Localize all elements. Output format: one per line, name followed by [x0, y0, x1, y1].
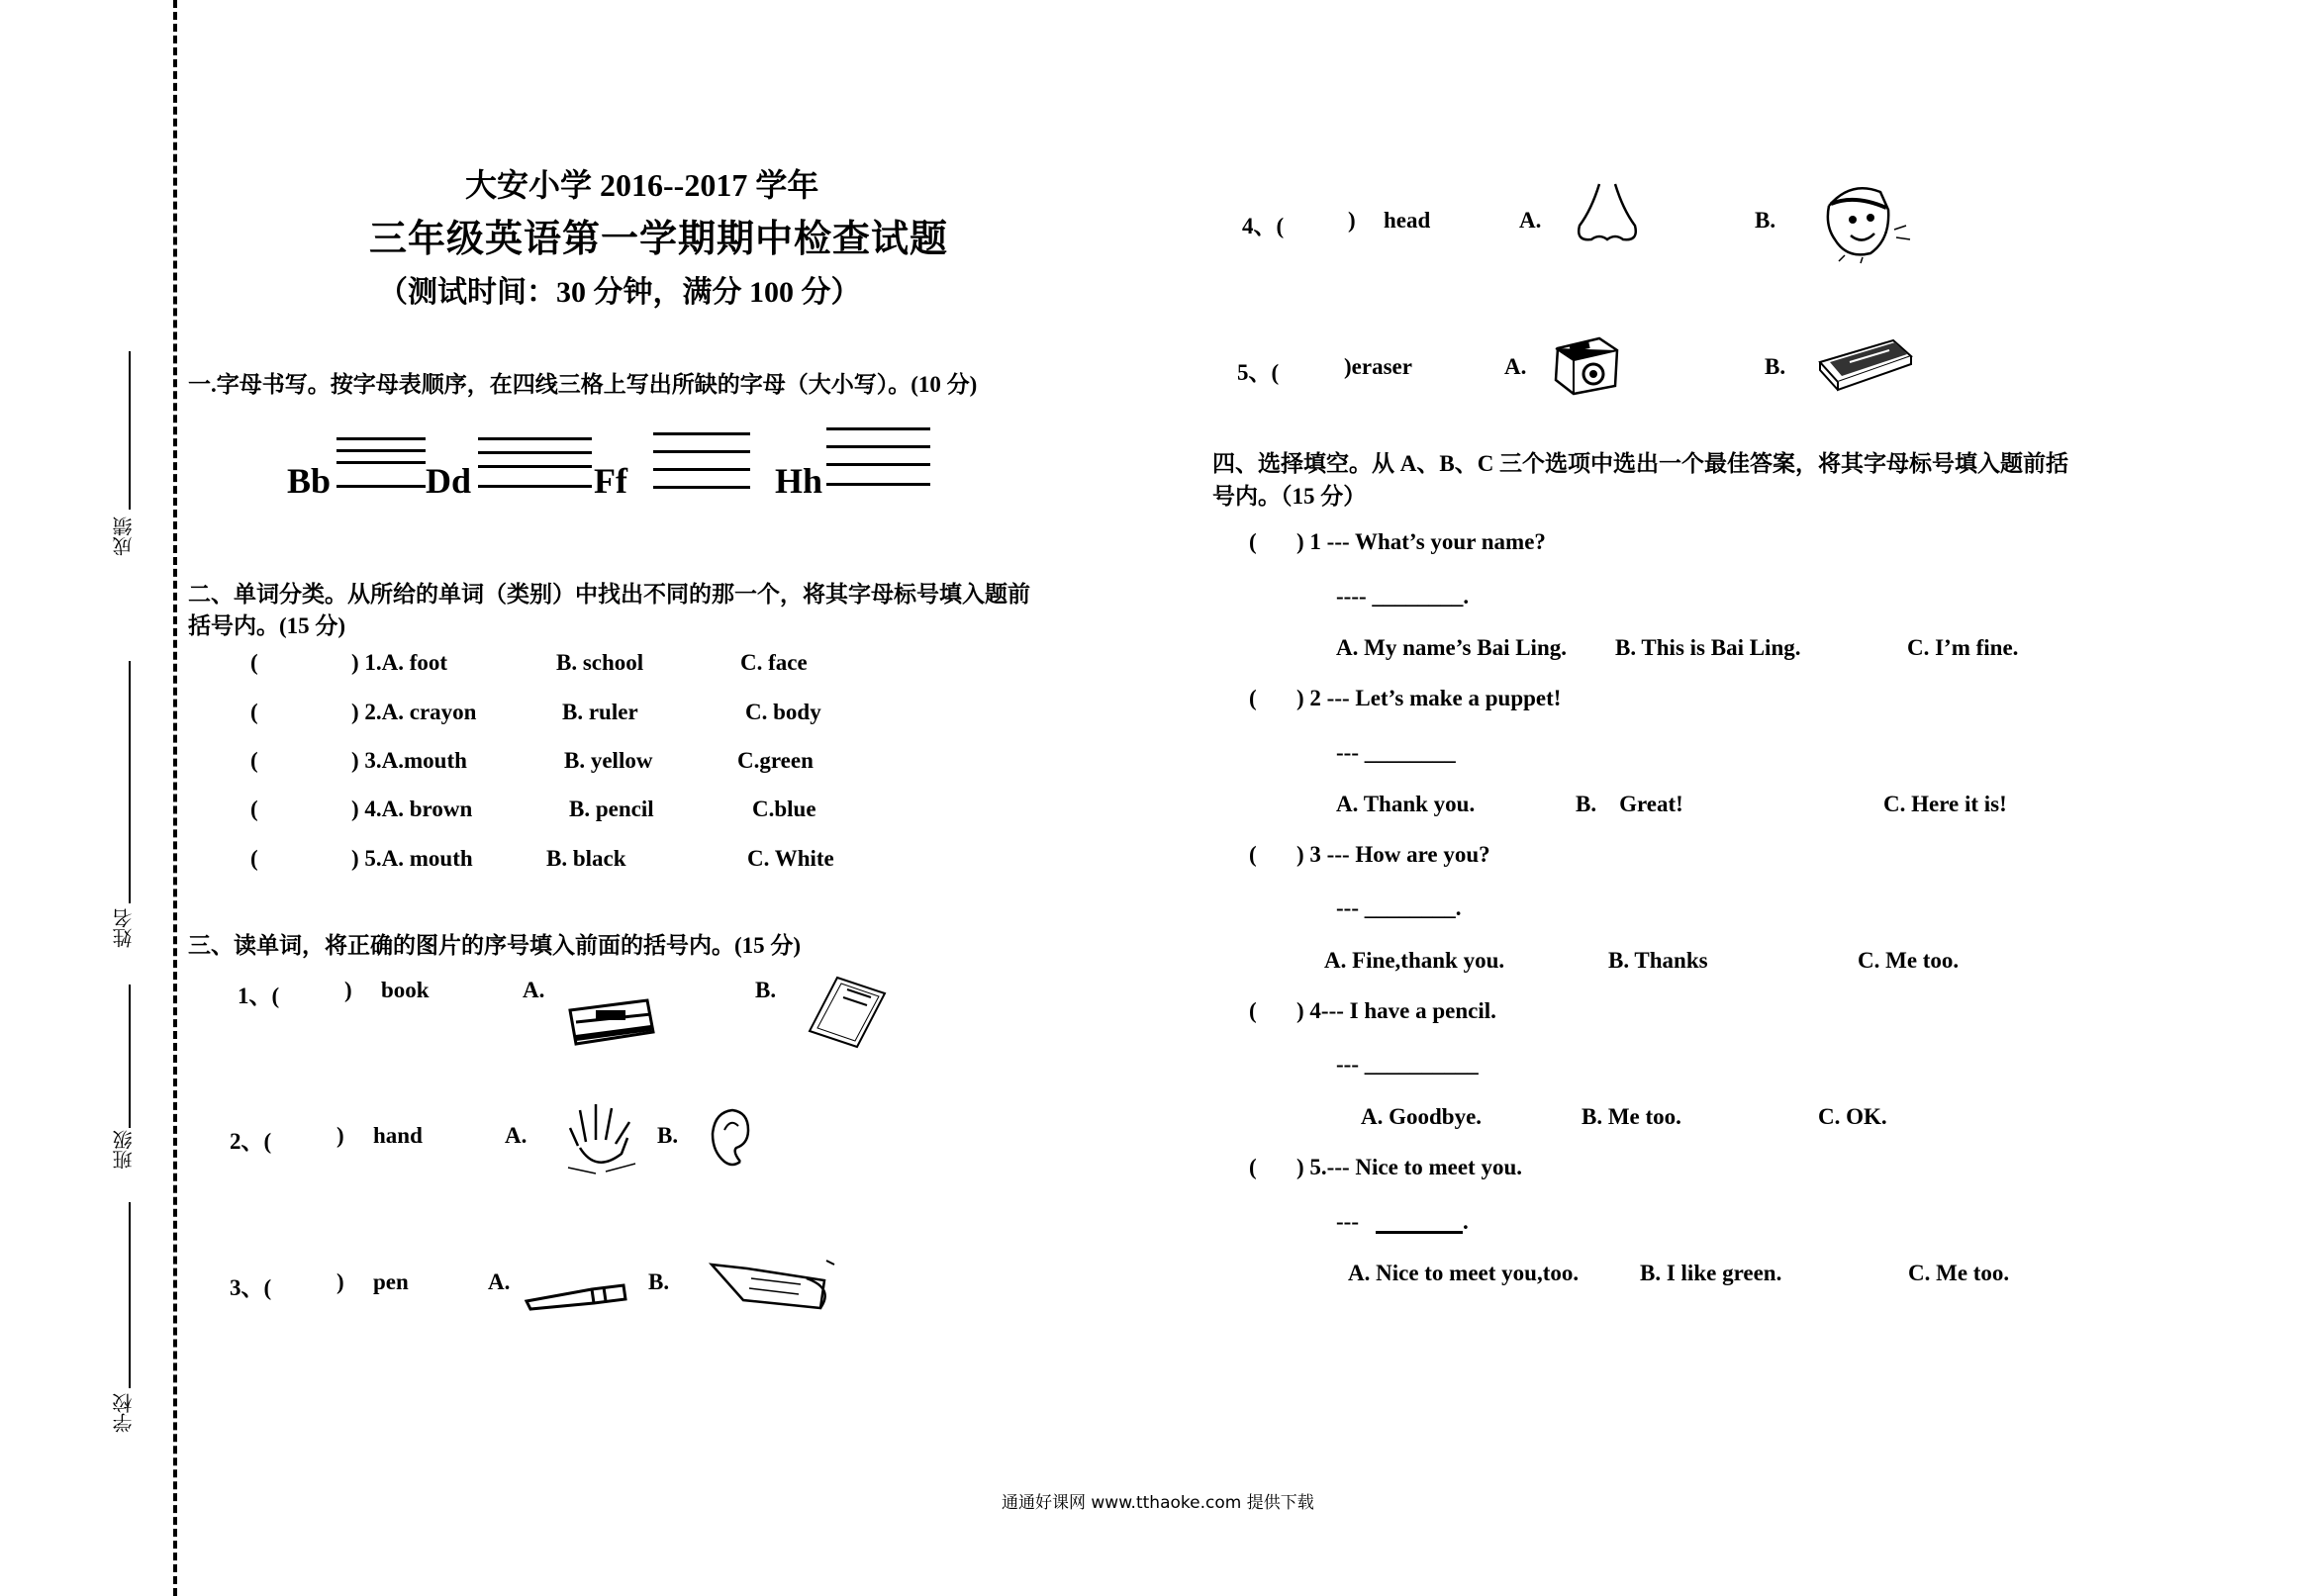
option-a: A. My name’s Bai Ling.: [1336, 635, 1567, 660]
section2-heading-line1: 二、单词分类。从所给的单词（类别）中找出不同的那一个，将其字母标号填入题前: [188, 582, 1030, 607]
item-number[interactable]: 4、(: [1242, 214, 1285, 238]
option-c: C. Here it is!: [1883, 792, 2007, 816]
binding-dash-line: [173, 0, 177, 1596]
boy-head-icon[interactable]: [1811, 180, 1920, 267]
option-b: B. pencil: [569, 797, 654, 821]
option-c: C. Me too.: [1858, 948, 1960, 973]
option-b: B. Thanks: [1608, 948, 1708, 973]
option-b-label: B.: [1755, 208, 1776, 233]
item-word: head: [1384, 208, 1431, 233]
answer-paren[interactable]: (: [1249, 686, 1257, 710]
option-b-label: B.: [657, 1123, 679, 1148]
item-number[interactable]: 2、(: [230, 1129, 272, 1154]
option-a: A. Thank you.: [1336, 792, 1476, 816]
school-underline: [129, 1202, 131, 1388]
letter-hh: Hh: [775, 461, 823, 501]
option-a-label: A.: [488, 1269, 511, 1294]
option-a-label: A.: [1519, 208, 1542, 233]
item-close-paren: )eraser: [1344, 354, 1412, 379]
answer-paren[interactable]: (: [1249, 529, 1257, 554]
four-line-grid-2: [478, 437, 592, 492]
item-close-paren: ): [336, 1269, 344, 1294]
letter-ff: Ff: [594, 461, 627, 501]
section1-heading: 一.字母书写。按字母表顺序，在四线三格上写出所缺的字母（大小写）。(10 分): [188, 372, 978, 397]
option-a: A. Goodbye.: [1361, 1104, 1483, 1129]
item-number[interactable]: 3、(: [230, 1275, 272, 1300]
item-word: hand: [373, 1123, 423, 1148]
school-year-title: 大安小学 2016--2017 学年: [465, 167, 819, 203]
answer-paren[interactable]: (: [250, 846, 258, 871]
letter-bb: Bb: [287, 461, 332, 501]
answer-blank[interactable]: --- ________.: [1336, 895, 1462, 920]
pen-icon[interactable]: [523, 1271, 631, 1315]
option-b: B. Great!: [1576, 792, 1683, 816]
class-underline: [129, 985, 131, 1128]
exam-subtitle: （测试时间：30 分钟，满分 100 分）: [378, 276, 861, 309]
answer-paren[interactable]: (: [1249, 842, 1257, 867]
question-text: ) 2 --- Let’s make a puppet!: [1296, 686, 1562, 710]
letter-dd: Dd: [426, 461, 472, 501]
question-text: ) 5.--- Nice to meet you.: [1296, 1155, 1522, 1179]
option-a-label: A.: [523, 978, 545, 1002]
score-label: 成绩: [112, 516, 136, 556]
option-c: C. White: [747, 846, 834, 871]
eraser-icon[interactable]: [1816, 336, 1915, 392]
item-close-paren: ): [344, 978, 352, 1002]
nose-icon[interactable]: [1574, 180, 1643, 247]
briefcase-icon[interactable]: [566, 992, 657, 1050]
option-a: A. Nice to meet you,too.: [1348, 1261, 1580, 1285]
section2-heading-line2: 括号内。(15 分): [188, 613, 346, 638]
option-b-label: B.: [648, 1269, 670, 1294]
answer-paren[interactable]: (: [250, 700, 258, 724]
section4-heading-line1: 四、选择填空。从 A、B、C 三个选项中选出一个最佳答案，将其字母标号填入题前括: [1212, 451, 2069, 476]
answer-blank[interactable]: --- __________: [1336, 1052, 1479, 1077]
option-c: C. I’m fine.: [1907, 635, 2019, 660]
answer-paren[interactable]: (: [250, 797, 258, 821]
answer-blank[interactable]: --- ________: [1336, 740, 1456, 765]
item-close-paren: ): [336, 1123, 344, 1148]
hand-icon[interactable]: [566, 1098, 645, 1177]
blank-period: .: [1463, 1209, 1469, 1234]
answer-paren[interactable]: (: [250, 650, 258, 675]
option-a-label: A.: [505, 1123, 527, 1148]
question-text: ) 1 --- What’s your name?: [1296, 529, 1546, 554]
option-b: B. school: [556, 650, 644, 675]
option-c: C. face: [740, 650, 808, 675]
option-b-label: B.: [1765, 354, 1786, 379]
question-option-a: ) 5.A. mouth: [351, 846, 473, 871]
sharpener-icon[interactable]: [1552, 332, 1623, 398]
footer-text: 通通好课网 www.tthaoke.com 提供下载: [1002, 1493, 1314, 1513]
exam-title: 三年级英语第一学期期中检查试题: [369, 219, 949, 260]
question-option-a: ) 1.A. foot: [351, 650, 448, 675]
question-option-a: ) 2.A. crayon: [351, 700, 477, 724]
item-number[interactable]: 1、(: [238, 984, 280, 1008]
option-b: B. yellow: [564, 748, 653, 773]
answer-blank[interactable]: [1376, 1231, 1463, 1234]
four-line-grid-3: [653, 432, 750, 492]
option-c: C.blue: [752, 797, 816, 821]
item-close-paren: ): [1348, 208, 1356, 233]
school-label: 学校: [112, 1393, 136, 1433]
option-a-label: A.: [1504, 354, 1527, 379]
option-b: B. This is Bai Ling.: [1615, 635, 1801, 660]
name-label: 姓名: [112, 908, 136, 948]
four-line-grid-1: [336, 437, 426, 492]
answer-dashes: ---: [1336, 1209, 1359, 1234]
crayon-icon[interactable]: [708, 1257, 836, 1318]
score-underline: [129, 351, 131, 510]
option-a: A. Fine,thank you.: [1324, 948, 1505, 973]
name-underline: [129, 661, 131, 903]
four-line-grid-4: [826, 427, 930, 489]
item-word: book: [381, 978, 430, 1002]
question-option-a: ) 4.A. brown: [351, 797, 473, 821]
answer-paren[interactable]: (: [1249, 998, 1257, 1023]
class-label: 班级: [112, 1130, 136, 1170]
option-c: C. body: [745, 700, 821, 724]
question-text: ) 4--- I have a pencil.: [1296, 998, 1496, 1023]
item-word: pen: [373, 1269, 409, 1294]
answer-blank[interactable]: ---- ________.: [1336, 584, 1470, 609]
option-b: B. ruler: [562, 700, 638, 724]
section3-heading: 三、读单词，将正确的图片的序号填入前面的括号内。(15 分): [188, 933, 802, 958]
answer-paren[interactable]: (: [1249, 1155, 1257, 1179]
option-c: C. Me too.: [1908, 1261, 2010, 1285]
ear-icon[interactable]: [703, 1104, 754, 1170]
book-icon[interactable]: [808, 974, 887, 1051]
option-b: B. Me too.: [1582, 1104, 1681, 1129]
option-b: B. I like green.: [1640, 1261, 1782, 1285]
item-number[interactable]: 5、(: [1237, 360, 1280, 385]
question-option-a: ) 3.A.mouth: [351, 748, 467, 773]
section4-heading-line2: 号内。（15 分）: [1212, 484, 1367, 509]
option-c: C. OK.: [1818, 1104, 1887, 1129]
answer-paren[interactable]: (: [250, 748, 258, 773]
option-b-label: B.: [755, 978, 777, 1002]
option-c: C.green: [737, 748, 814, 773]
question-text: ) 3 --- How are you?: [1296, 842, 1490, 867]
option-b: B. black: [546, 846, 626, 871]
